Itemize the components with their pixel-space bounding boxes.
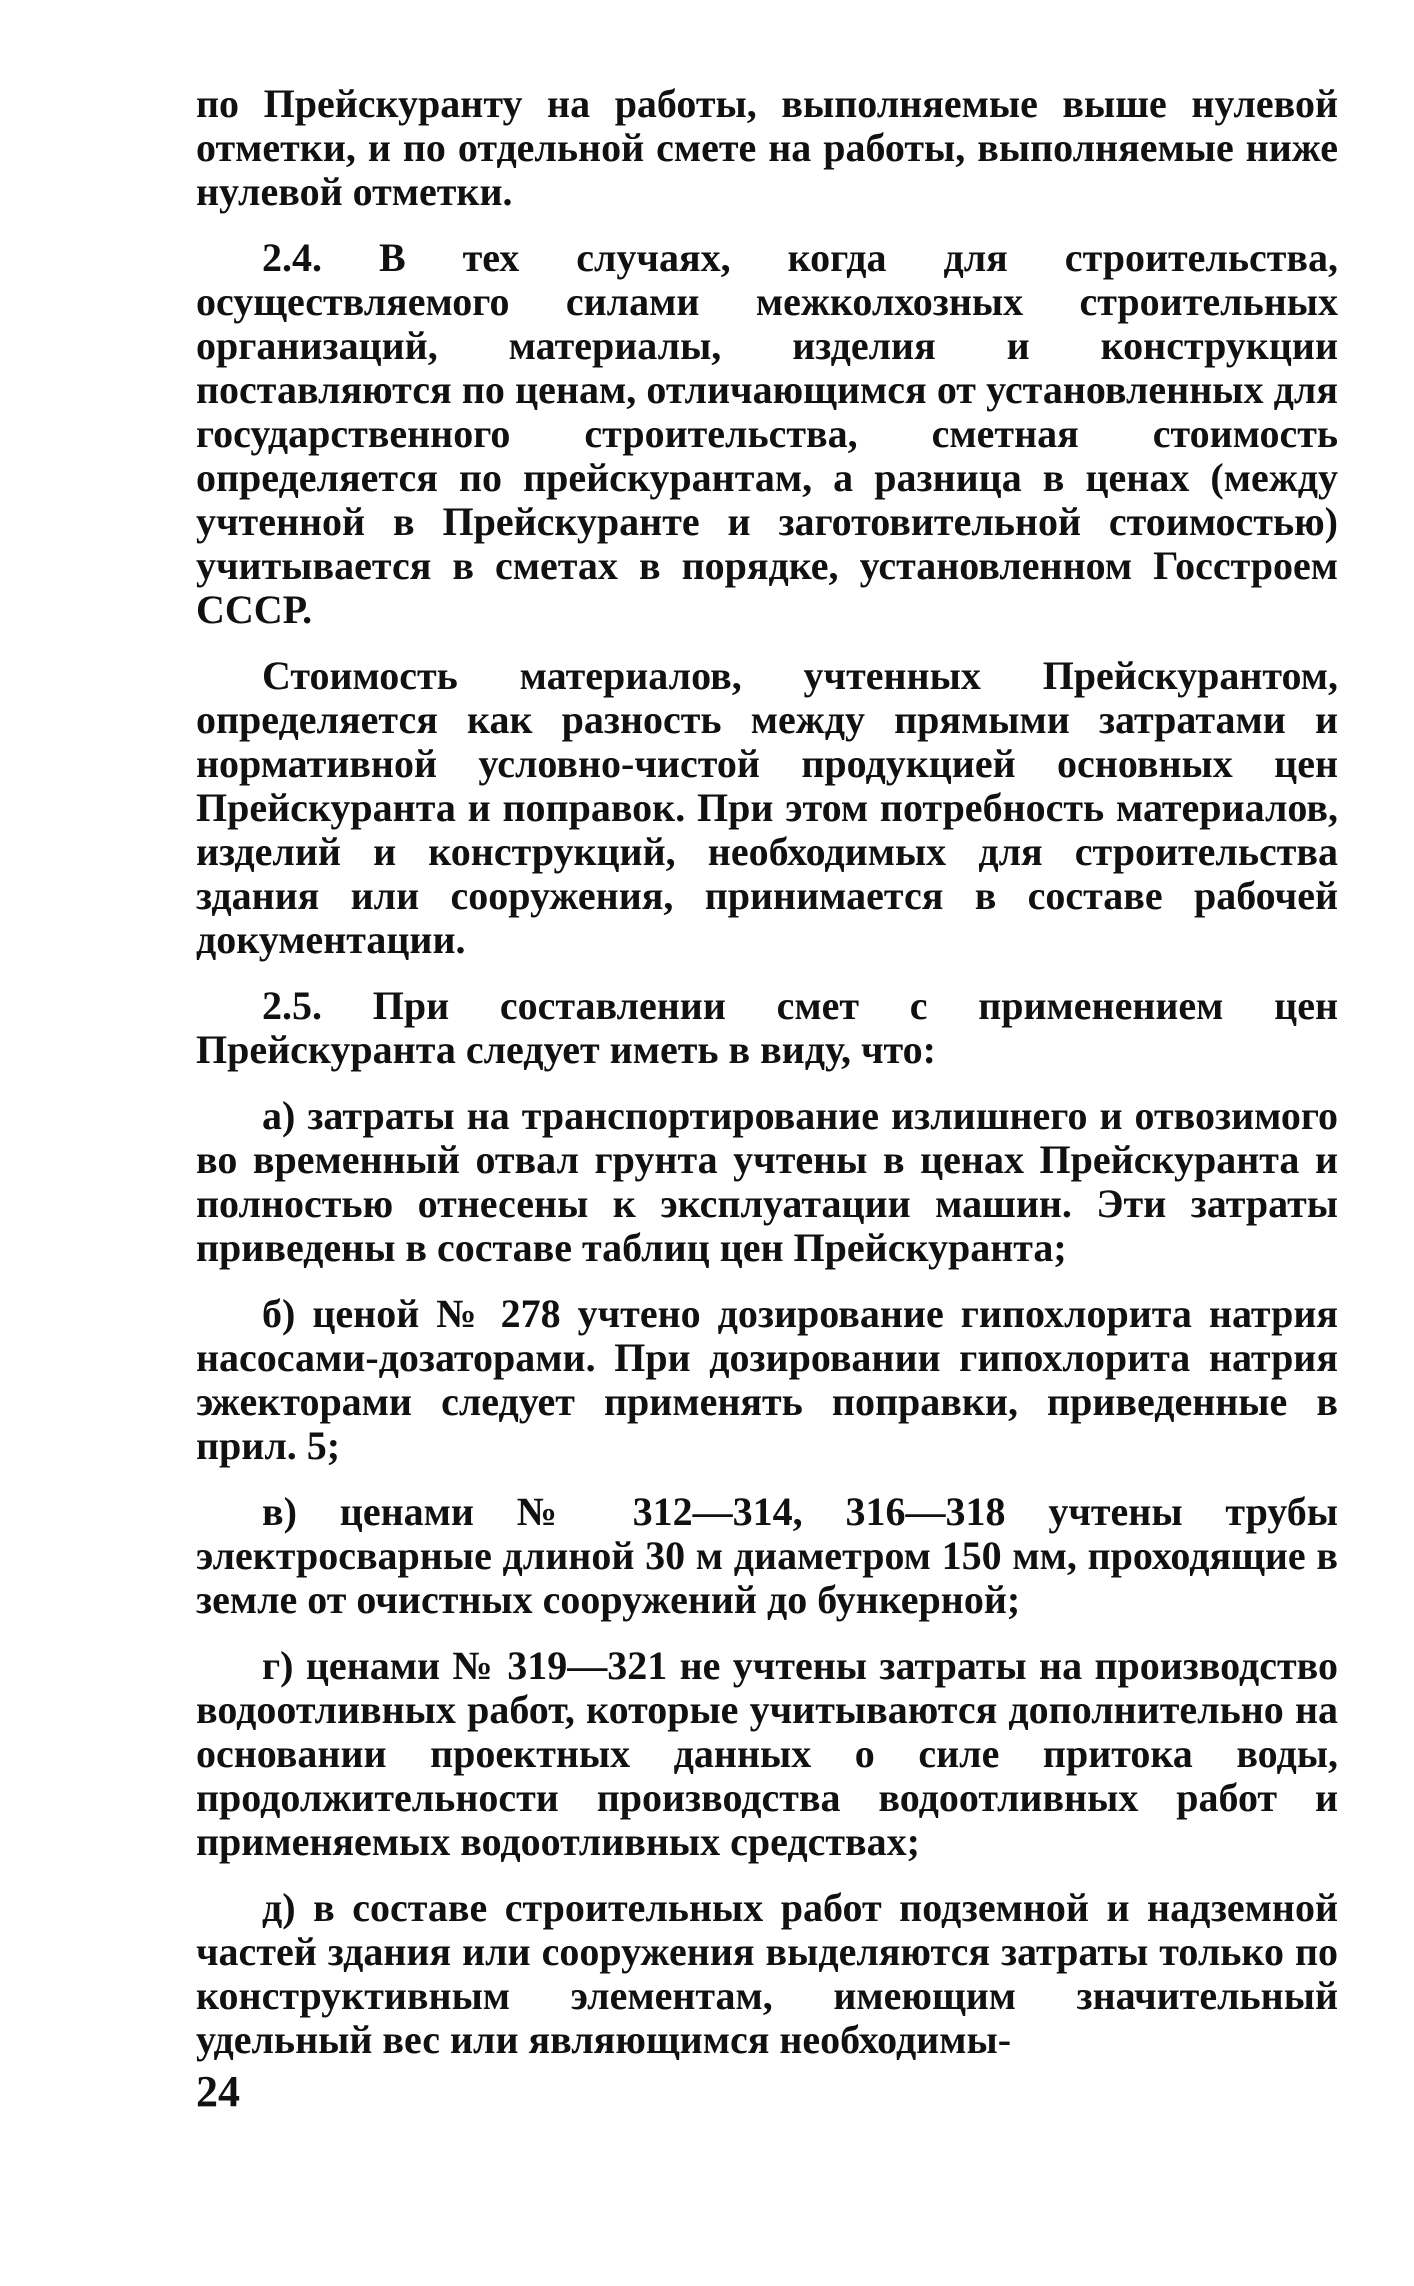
page-number: 24 — [196, 2067, 240, 2116]
paragraph-2-4: 2.4. В тех случаях, когда для строительства, осуществляемого силами межколхозных строительных организаций, материалы, изделия и конструкции поставляются по ценам, отличающимся от установленных для государственного строительства, сметная стоимость определяется по прейскурантам, а разница в ценах (между учтенной в Прейскуранте и заготовительной стоимостью) учитывается в сметах в порядке, установленном Госстроем СССР. — [196, 235, 1338, 632]
paragraph-2-5: 2.5. При составлении смет с применением цен Прейскуранта следует иметь в виду, что: — [196, 983, 1338, 1072]
paragraph-continuation: по Прейскуранту на работы, выполняемые выше нулевой отметки, и по отдельной смете на работы, выполняемые ниже нулевой отметки. — [196, 81, 1338, 214]
list-item-d: д) в составе строительных работ подземной и надземной частей здания или сооружения выделяются затраты только по конструктивным элементам, имеющим значительный удельный вес или являющимся необходимы- — [196, 1885, 1338, 2062]
list-item-g: г) ценами № 319—321 не учтены затраты на производство водоотливных работ, которые учитываются дополнительно на основании проектных данных о силе притока воды, продолжительности производства водоотливных работ и применяемых водоотливных средствах; — [196, 1643, 1338, 1864]
document-page — [196, 82, 1338, 2084]
paragraph-materials-cost: Стоимость материалов, учтенных Прейскурантом, определяется как разность между прямыми затратами и нормативной условно-чистой продукцией основных цен Прейскуранта и поправок. При этом потребность материалов, изделий и конструкций, необходимых для строительства здания или сооружения, принимается в составе рабочей документации. — [196, 653, 1338, 962]
list-item-b: б) ценой № 278 учтено дозирование гипохлорита натрия насосами-дозаторами. При дозировании гипохлорита натрия эжекторами следует применять поправки, приведенные в прил. 5; — [196, 1291, 1338, 1468]
list-item-a: а) затраты на транспортирование излишнего и отвозимого во временный отвал грунта учтены в ценах Прейскуранта и полностью отнесены к эксплуатации машин. Эти затраты приведены в составе таблиц цен Прейскуранта; — [196, 1093, 1338, 1270]
list-item-v: в) ценами № 312—314, 316—318 учтены трубы электросварные длиной 30 м диаметром 150 мм, проходящие в земле от очистных сооружений до бункерной; — [196, 1489, 1338, 1622]
